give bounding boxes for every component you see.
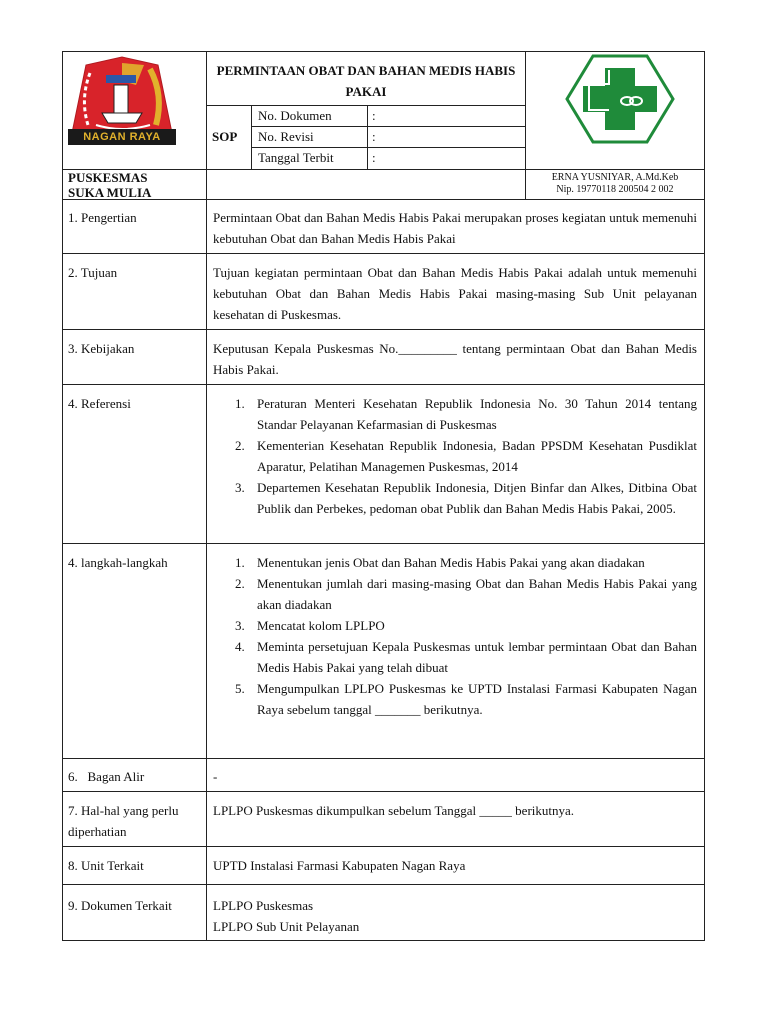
list-item-text: Departemen Kesehatan Republik Indonesia, Ditjen Binfar dan Alkes, Ditbina Obat Publik dan Perbekes, pedoman obat Publik dan Bahan Medis Habis Pakai, 2005.: [257, 480, 697, 516]
row-kebijakan-bottom: [62, 384, 705, 385]
signer-name: ERNA YUSNIYAR, A.Md.Keb: [551, 172, 679, 183]
list-item-text: Menentukan jumlah dari masing-masing Obat dan Bahan Medis Habis Pakai yang akan diadakan: [257, 576, 697, 612]
list-item-number: 2.: [235, 438, 245, 453]
tujuan-label: 2. Tujuan: [68, 265, 118, 280]
no-dokumen-colon: :: [372, 108, 376, 123]
table-top-border: [62, 51, 705, 52]
hal-text: LPLPO Puskesmas dikumpulkan sebelum Tanggal _____ berikutnya.: [213, 803, 575, 818]
dokumen-line2: LPLPO Sub Unit Pelayanan: [213, 919, 360, 934]
list-item: [213, 435, 697, 477]
puskesmas-logo: [565, 54, 675, 144]
bagan-label: 6. Bagan Alir: [68, 769, 145, 784]
header-end-line: [62, 199, 705, 200]
sop-label: SOP: [212, 129, 238, 144]
org-name: [68, 170, 151, 200]
logo-column-divider: [525, 51, 526, 199]
signer-block: [528, 172, 702, 196]
header-mid-line: [206, 169, 526, 170]
label-column-divider: [206, 51, 207, 941]
unit-text: UPTD Instalasi Farmasi Kabupaten Nagan Raya: [213, 858, 466, 873]
list-item-number: 3.: [235, 618, 245, 633]
row-pengertian-bottom: [62, 253, 705, 254]
no-dokumen-label: No. Dokumen: [258, 108, 332, 123]
hal-label-line2: diperhatian: [68, 824, 127, 839]
list-item: [213, 573, 697, 615]
nagan-raya-logo-text: NAGAN RAYA: [83, 131, 161, 143]
nagan-raya-logo: [66, 55, 178, 147]
list-item-text: Kementerian Kesehatan Republik Indonesia, Badan PPSDM Kesehatan Pusdiklat Aparatur, Pelatihan Managemen Puskesmas, 2014: [257, 438, 697, 474]
org-name-line2: SUKA MULIA: [68, 185, 152, 200]
langkah-label: 4. langkah-langkah: [68, 555, 168, 570]
referensi-label: 4. Referensi: [68, 396, 131, 411]
list-item-text: Mengumpulkan LPLPO Puskesmas ke UPTD Instalasi Farmasi Kabupaten Nagan Raya sebelum tanggal _______ berikutnya.: [257, 681, 697, 717]
list-item-text: Menentukan jenis Obat dan Bahan Medis Habis Pakai yang akan diadakan: [257, 555, 645, 570]
signer-nip: Nip. 19770118 200504 2 002: [556, 184, 674, 195]
list-item-number: 1.: [235, 396, 245, 411]
org-name-line1: PUSKESMAS: [68, 170, 148, 185]
row-langkah-bottom: [62, 758, 705, 759]
bagan-text: -: [213, 769, 218, 784]
hal-label-line1: 7. Hal-hal yang perlu: [68, 803, 179, 818]
list-item-number: 5.: [235, 681, 245, 696]
list-item: [213, 636, 697, 678]
referensi-list: [213, 393, 697, 519]
list-item: [213, 552, 697, 573]
dokumen-line1: LPLPO Puskesmas: [213, 898, 314, 913]
list-item: [213, 477, 697, 519]
kebijakan-text: Keputusan Kepala Puskesmas No._________ tentang permintaan Obat dan Bahan Medis Habis Pakai.: [213, 341, 697, 377]
unit-label: 8. Unit Terkait: [68, 858, 144, 873]
no-revisi-colon: :: [372, 129, 376, 144]
document-title: PERMINTAAN OBAT DAN BAHAN MEDIS HABIS PAKAI: [216, 63, 516, 99]
list-item-number: 3.: [235, 480, 245, 495]
sop-column-divider: [251, 105, 252, 169]
tanggal-terbit-label: Tanggal Terbit: [258, 150, 334, 165]
dokumen-label: 9. Dokumen Terkait: [68, 898, 172, 913]
pengertian-label: 1. Pengertian: [68, 210, 137, 225]
table-right-border: [704, 51, 705, 941]
tanggal-terbit-colon: :: [372, 150, 376, 165]
table-left-border: [62, 51, 63, 941]
list-item-text: Peraturan Menteri Kesehatan Republik Indonesia No. 30 Tahun 2014 tentang Standar Pelayanan Kefarmasian di Puskesmas: [257, 396, 697, 432]
pengertian-text: Permintaan Obat dan Bahan Medis Habis Pakai merupakan proses kegiatan untuk memenuhi kebutuhan Obat dan Bahan Medis Habis Pakai: [213, 210, 697, 246]
list-item-number: 1.: [235, 555, 245, 570]
row-hal-bottom: [62, 846, 705, 847]
list-item-text: Mencatat kolom LPLPO: [257, 618, 385, 633]
list-item: [213, 393, 697, 435]
row-referensi-bottom: [62, 543, 705, 544]
list-item: [213, 678, 697, 720]
kebijakan-label: 3. Kebijakan: [68, 341, 135, 356]
langkah-list: [213, 552, 697, 720]
list-item-number: 2.: [235, 576, 245, 591]
list-item: [213, 615, 697, 636]
tujuan-text: Tujuan kegiatan permintaan Obat dan Bahan Medis Habis Pakai adalah untuk memenuhi kebutuhan Obat dan Bahan Medis Habis Pakai masing-masing Sub Unit pelayanan kesehatan di Puskesmas.: [213, 265, 697, 322]
list-item-text: Meminta persetujuan Kepala Puskesmas untuk lembar permintaan Obat dan Bahan Medis Habis Pakai yang telah dibuat: [257, 639, 697, 675]
row-unit-bottom: [62, 884, 705, 885]
no-revisi-label: No. Revisi: [258, 129, 314, 144]
row-tujuan-bottom: [62, 329, 705, 330]
row-bagan-bottom: [62, 791, 705, 792]
dokumen-text: [213, 895, 359, 937]
header-bottom-line-right: [525, 169, 705, 170]
title-bottom-line: [206, 105, 526, 106]
table-bottom-border: [62, 940, 705, 941]
hal-label: [68, 800, 178, 842]
colon-column-divider: [367, 105, 368, 169]
list-item-number: 4.: [235, 639, 245, 654]
